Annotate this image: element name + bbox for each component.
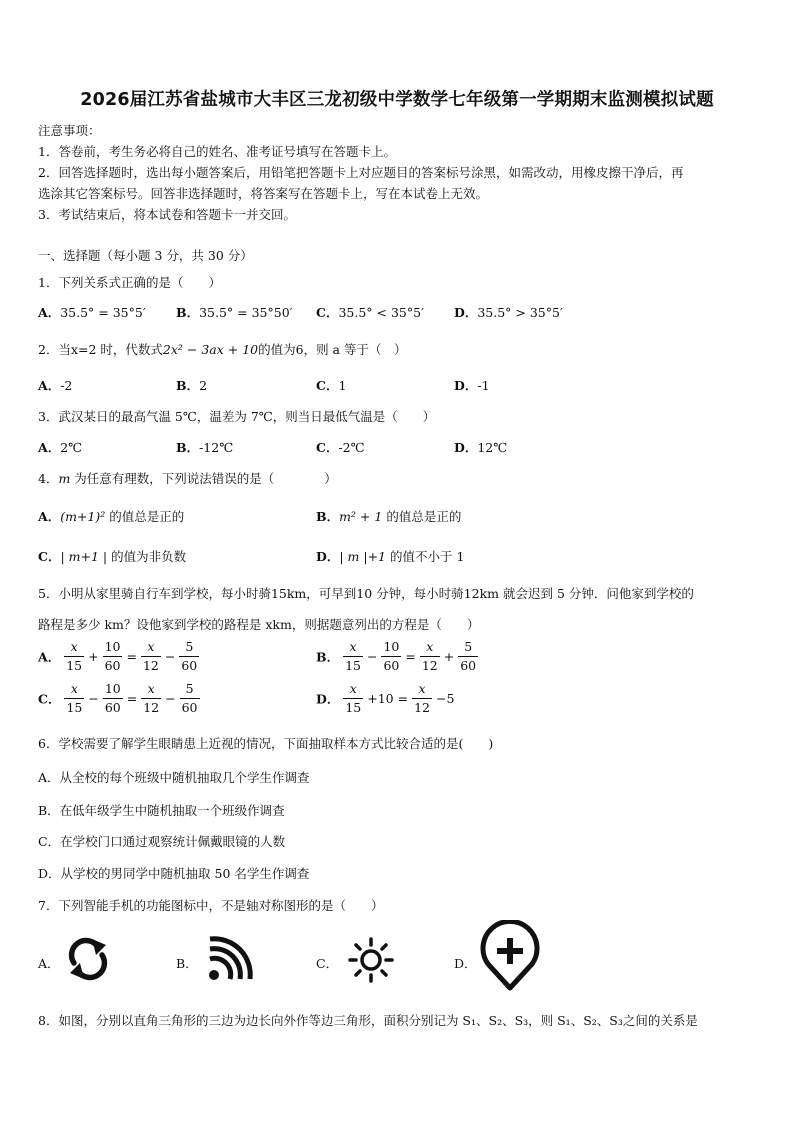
fraction: $\frac{x}{15}$: [66, 681, 83, 715]
q1-stem: 1．下列关系式正确的是（ ）: [38, 275, 221, 290]
fraction: $\frac{x}{12}$: [414, 681, 430, 715]
wifi-signal-icon: [206, 935, 254, 983]
q2-option-c[interactable]: C．1: [316, 378, 347, 393]
q3-option-d[interactable]: D．12℃: [454, 440, 508, 455]
notice-item-3: 3．考试结束后，将本试卷和答题卡一并交回。: [38, 207, 296, 222]
q8-stem: 8．如图，分别以直角三角形的三边为边长向外作等边三角形，面积分别记为 S₁、S₂、S₃，则 S₁、S₂、S₃之间的关系是: [38, 1013, 698, 1028]
fraction: $\frac{10}{60}$: [104, 681, 121, 715]
q5-equation-a: $\frac{x}{15}$ + $\frac{10}{60}$ = $\frac{x}{12}$ − $\frac{5}{60}$: [66, 639, 198, 673]
q5-stem-line1: 5．小明从家里骑自行车到学校，每小时骑15km，可早到10 分钟，每小时骑12km 就会迟到 5 分钟．问他家到学校的: [38, 586, 694, 601]
q5-option-c[interactable]: C． $\frac{x}{15}$ − $\frac{10}{60}$ = $\frac{x}{12}$ − $\frac{5}{60}$: [38, 681, 198, 715]
q5-equation-c: $\frac{x}{15}$ − $\frac{10}{60}$ = $\frac{x}{12}$ − $\frac{5}{60}$: [66, 681, 198, 715]
fraction: $\frac{5}{60}$: [181, 681, 198, 715]
notice-item-2-cont: 选涂其它答案标号。回答非选择题时，将答案写在答题卡上，写在本试卷上无效。: [38, 186, 489, 201]
fraction: $\frac{10}{60}$: [104, 639, 121, 673]
notice-item-1: 1．答卷前，考生务必将自己的姓名、准考证号填写在答题卡上。: [38, 144, 396, 159]
fraction: $\frac{x}{15}$: [345, 681, 362, 715]
q4-option-c[interactable]: C．| m+1 | 的值为非负数: [38, 549, 187, 564]
q4-stem: 4．m 为任意有理数，下列说法错误的是（ ）: [38, 471, 337, 486]
q4-option-b[interactable]: B．m² + 1 的值总是正的: [316, 509, 462, 524]
section-choice-header: 一、选择题（每小题 3 分，共 30 分）: [38, 248, 253, 263]
q7-option-c-label[interactable]: C．: [316, 956, 339, 971]
q7-option-a-label[interactable]: A．: [38, 956, 60, 971]
fraction: $\frac{10}{60}$: [383, 639, 400, 673]
q6-option-c[interactable]: C．在学校门口通过观察统计佩戴眼镜的人数: [38, 834, 286, 849]
q7-stem: 7．下列智能手机的功能图标中，不是轴对称图形的是（ ）: [38, 898, 384, 913]
q7-option-b-label[interactable]: B．: [176, 956, 198, 971]
sun-brightness-icon: [346, 935, 396, 985]
notice-item-2: 2．回答选择题时，选出每小题答案后，用铅笔把答题卡上对应题目的答案标号涂黑，如需改动，用橡皮擦干净后，再: [38, 165, 684, 180]
page-title: 2026届江苏省盐城市大丰区三龙初级中学数学七年级第一学期期末监测模拟试题: [80, 90, 714, 110]
q1-option-b[interactable]: B．35.5° = 35°50′: [176, 305, 293, 320]
q6-stem: 6．学校需要了解学生眼睛患上近视的情况，下面抽取样本方式比较合适的是( ): [38, 736, 494, 751]
notice-header: 注意事项：: [38, 123, 101, 138]
refresh-icon: [62, 933, 114, 985]
q1-option-a[interactable]: A．35.5° = 35°5′: [38, 305, 146, 320]
q5-option-a[interactable]: A． $\frac{x}{15}$ + $\frac{10}{60}$ = $\frac{x}{12}$ − $\frac{5}{60}$: [38, 639, 198, 673]
q4-option-a[interactable]: A．(m+1)² 的值总是正的: [38, 509, 185, 524]
q5-equation-d: $\frac{x}{15}$ +10 = $\frac{x}{12}$ −5: [345, 681, 455, 715]
q2-expression: 2x² − 3ax + 10: [162, 342, 259, 357]
fraction: $\frac{x}{15}$: [345, 639, 361, 673]
q3-option-a[interactable]: A．2℃: [38, 440, 83, 455]
fraction: $\frac{5}{60}$: [460, 639, 477, 673]
q4-option-d[interactable]: D．| m |+1 的值不小于 1: [316, 549, 465, 564]
q1-option-d[interactable]: D．35.5° > 35°5′: [454, 305, 563, 320]
q5-option-d[interactable]: D． $\frac{x}{15}$ +10 = $\frac{x}{12}$ −5: [316, 681, 455, 715]
fraction: $\frac{x}{12}$: [421, 639, 438, 673]
q2-option-b[interactable]: B．2: [176, 378, 208, 393]
q2-stem: 2．当x=2 时，代数式2x² − 3ax + 10的值为6，则 a 等于（ ）: [38, 342, 407, 357]
fraction: $\frac{x}{12}$: [143, 681, 160, 715]
q3-stem: 3．武汉某日的最高气温 5℃，温差为 7℃，则当日最低气温是（ ）: [38, 409, 436, 424]
q1-option-c[interactable]: C．35.5° < 35°5′: [316, 305, 424, 320]
q5-equation-b: $\frac{x}{15}$ − $\frac{10}{60}$ = $\frac{x}{12}$ + $\frac{5}{60}$: [345, 639, 477, 673]
fraction: $\frac{x}{15}$: [66, 639, 83, 673]
q6-option-a[interactable]: A．从全校的每个班级中随机抽取几个学生作调查: [38, 770, 310, 785]
fraction: $\frac{5}{60}$: [181, 639, 198, 673]
q2-option-a[interactable]: A．-2: [38, 378, 73, 393]
location-plus-icon: [478, 920, 542, 992]
q3-option-b[interactable]: B．-12℃: [176, 440, 234, 455]
fraction: $\frac{x}{12}$: [142, 639, 159, 673]
q3-option-c[interactable]: C．-2℃: [316, 440, 365, 455]
q5-stem-line2: 路程是多少 km？设他家到学校的路程是 xkm，则据题意列出的方程是（ ）: [38, 617, 480, 632]
q5-option-b[interactable]: B． $\frac{x}{15}$ − $\frac{10}{60}$ = $\frac{x}{12}$ + $\frac{5}{60}$: [316, 639, 477, 673]
q2-option-d[interactable]: D．-1: [454, 378, 490, 393]
q7-option-d-label[interactable]: D．: [454, 956, 477, 971]
q6-option-b[interactable]: B．在低年级学生中随机抽取一个班级作调查: [38, 803, 285, 818]
q6-option-d[interactable]: D．从学校的男同学中随机抽取 50 名学生作调查: [38, 866, 310, 881]
